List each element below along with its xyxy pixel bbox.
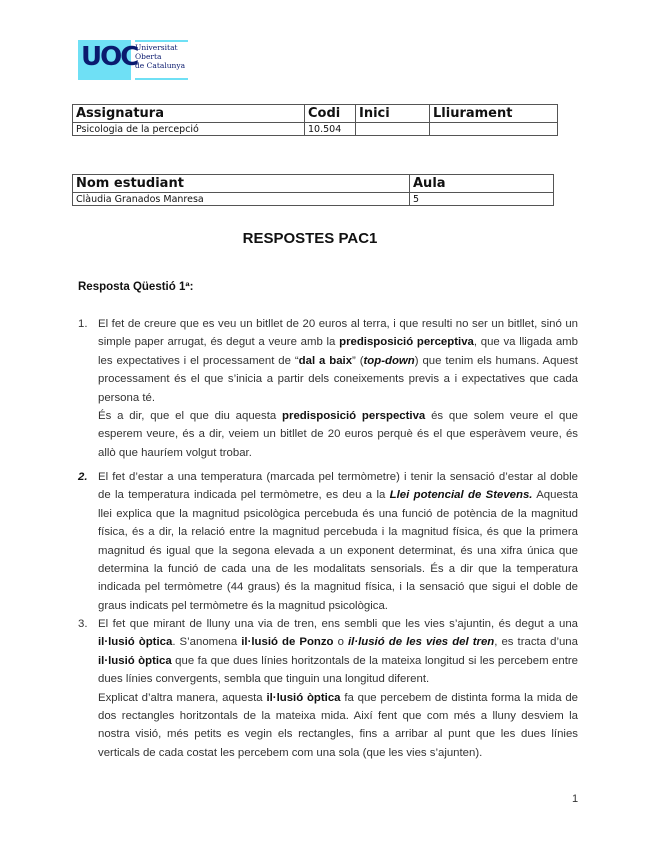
cell-assignatura: Psicologia de la percepció [73,123,305,136]
logo-text [135,43,185,70]
cell-aula: 5 [410,193,554,206]
header-codi: Codi [305,105,356,123]
text-segment: fa que percebem de distinta forma la mida de dos rectangles horitzontals de la mateixa mida. Així fent que com més a lluny desviem la nostra visió, més petits es vegin els rectangles, fins a arribar al punt que les dues línies verticals de cada costat les percebem com una sola (que les vies s’ajunten). [98,691,579,759]
answer-item-2 [78,468,578,615]
paragraph [98,615,578,689]
item-body [98,615,578,762]
text-segment: és que solem veure el que esperem veure, és a dir, veiem un bitllet de 20 euros perquè és el que esperàvem veure, és allò que hauríem volgut trobar. [98,410,578,459]
text-segment: El fet de creure que es veu un bitllet de 20 euros al terra, i que resulti no ser un bitllet, sinó un simple paper arrugat, és degut a veure amb la [98,318,578,349]
text-segment: El fet d’estar a una temperatura (marcada pel termòmetre) i tenir la sensació d’estar al doble de la temperatura indicada pel termòmetre, es deu a la [98,471,578,502]
item-number: 3. [78,618,88,630]
emphasis-text: il·lusió òptica [98,636,173,649]
cell-nom-estudiant: Clàudia Granados Manresa [73,193,410,206]
cell-lliurament [430,123,558,136]
text-segment: . S’anomena [172,636,242,649]
emphasis-text: Llei potencial de Stevens. [389,489,533,502]
table-row [73,193,554,206]
header-assignatura: Assignatura [73,105,305,123]
item-number: 1. [78,318,88,330]
cell-inici [356,123,430,136]
text-segment: , es tracta d’una [494,636,578,649]
header-aula: Aula [410,175,554,193]
emphasis-text: top-down [363,354,415,367]
subject-table [72,104,558,136]
page-title: RESPOSTES PAC1 [242,230,378,247]
text-segment: ) que tenim els humans. Aquest processament és el que s’inicia a partir dels coneixements previs a i expectatives que cada persona té. [98,354,578,404]
emphasis-text: il·lusió òptica [266,691,341,704]
logo-line-2: Oberta [135,52,162,61]
logo-line-1: Universitat [135,43,178,52]
emphasis-text: dal a baix [298,354,353,367]
text-segment: , que va lligada amb les expectatives i el processament de “ [98,336,578,367]
item-body [98,468,578,615]
header-nom-estudiant: Nom estudiant [73,175,410,193]
uoc-logo [78,40,188,80]
table-header-row [73,105,558,123]
header-inici: Inici [356,105,430,123]
item-body [98,315,578,462]
text-segment: que fa que dues línies horitzontals de la mateixa longitud si les percebem entre dues línies convergents, sembla que tinguin una longitud diferent. [98,654,578,686]
answer-item-3 [78,615,578,762]
logo-line-3: de Catalunya [135,61,186,70]
emphasis-text: il·lusió de Ponzo [241,636,334,649]
text-segment: o [333,636,348,649]
cell-codi: 10.504 [305,123,356,136]
logo-line [135,40,188,42]
table-row [73,123,558,136]
page-number: 1 [572,793,579,805]
text-segment: És a dir, que el que diu aquesta [98,410,283,423]
student-table [72,174,554,206]
logo-mark: UOC [81,42,138,72]
text-segment: ” ( [352,354,364,367]
paragraph [98,689,578,763]
logo-line [135,78,188,80]
emphasis-text: il·lusió òptica [98,654,172,667]
text-segment: Aquesta llei explica que la magnitud psicològica percebuda és una funció de potència de la magnitud física, és a dir, la relació entre la magnitud percebuda i la magnitud física, és que la primera magnitud és igual que la segona elevada a un exponent determinat, és una xifra única que determina la funció de cada una de les modalitats sensorials. És a dir que la temperatura indicada pel termòmetre (44 graus) és la magnitud física, i la sensació que sigui el doble de graus indicats pel termòmetre és la magnitud psicològica. [98,489,578,612]
question-heading: Resposta Qüestió 1ª: [78,281,194,293]
text-segment: El fet que mirant de lluny una via de tren, ens sembli que les vies s’ajuntin, és degut a una [98,618,578,630]
table-header-row [73,175,554,193]
paragraph [98,315,578,407]
emphasis-text: il·lusió de les vies del tren [347,636,495,649]
emphasis-text: predisposició perceptiva [339,336,474,349]
text-segment: Explicat d’altra manera, aquesta [98,691,267,704]
answer-item-1 [78,315,578,462]
paragraph [98,407,578,462]
paragraph [98,468,578,615]
item-number: 2. [78,471,88,483]
emphasis-text: predisposició perspectiva [282,410,426,423]
header-lliurament: Lliurament [430,105,558,123]
